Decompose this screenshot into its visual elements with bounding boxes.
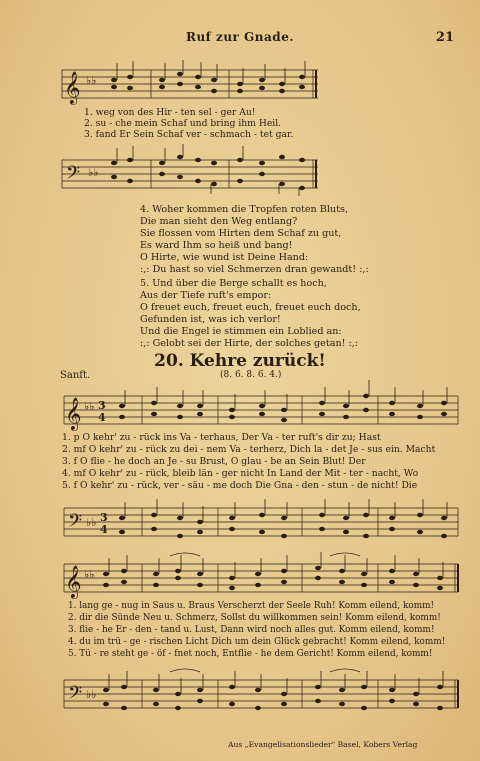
- hymn2-lyric-line: 2. dir die Sünde Neu u. Schmerz, Sollst du willkommen sein! Komm eilend, komm!: [68, 613, 441, 623]
- hymn2-lyric-line: 3. f O flie - he doch an Je - su Brust, O glau - be an Sein Blut! Der: [62, 456, 366, 467]
- svg-text:4: 4: [98, 411, 106, 424]
- hymn2-lyric-line: 4. mf O kehr' zu - rück, bleib län - ger nicht In Land der Mit - ter - nacht, Wo: [62, 468, 419, 479]
- verse-line: :,: Gelobt sei der Hirte, der solches getan! :,:: [140, 338, 359, 349]
- verse-line: 4. Woher kommen die Tropfen roten Bluts,: [140, 204, 348, 215]
- hymn1-bass-staff: [0, 146, 480, 196]
- hymn1-treble-staff: [0, 60, 480, 110]
- hymn2-bass-staff-b: [0, 668, 480, 718]
- svg-text:♭♭: ♭♭: [84, 568, 95, 581]
- verse-line: Die man sieht den Weg entlang?: [140, 216, 298, 227]
- verse-line: Es ward Ihm so heiß und bang!: [140, 240, 293, 251]
- svg-text:3: 3: [98, 399, 106, 412]
- page-number: 21: [435, 30, 454, 45]
- svg-text:4: 4: [100, 523, 108, 536]
- svg-text:𝄞: 𝄞: [65, 565, 82, 598]
- svg-text:𝄢: 𝄢: [68, 683, 83, 708]
- verse-line: 5. Und über die Berge schallt es hoch,: [140, 278, 327, 289]
- tempo-marking: Sanft.: [60, 370, 91, 381]
- verse-line: O Hirte, wie wund ist Deine Hand:: [140, 252, 309, 263]
- meter-marking: (8. 6. 8. 6. 4.): [220, 370, 282, 380]
- svg-text:𝄢: 𝄢: [68, 511, 83, 536]
- hymn2-lyric-line: 5. Tü - re steht ge - öf - fnet noch, Entflie - he dem Gericht! Komm eilend, komm!: [68, 649, 433, 659]
- hymn2-lyric-line: 3. flie - he Er - den - tand u. Lust, Dann wird noch alles gut. Komm eilend, komm!: [68, 625, 435, 635]
- hymn2-lyric-line: 5. f O kehr' zu - rück, ver - säu - me doch Die Gna - den - stun - de nicht! Die: [62, 480, 418, 491]
- hymn2-treble-staff-b: [0, 552, 480, 602]
- verse-line: Sie flossen vom Hirten dem Schaf zu gut,: [140, 228, 342, 239]
- svg-text:3: 3: [100, 511, 108, 524]
- hymn-title: 20. Kehre zurück!: [154, 351, 326, 371]
- verse-line: O freuet euch, freuet euch, freuet euch doch,: [140, 302, 361, 313]
- verse-line: Aus der Tiefe ruft's empor:: [140, 290, 272, 301]
- hymn2-lyric-line: 1. p O kehr' zu - rück ins Va - terhaus, Der Va - ter ruft's dir zu; Hast: [62, 432, 381, 443]
- hymn2-lyric-line: 2. mf O kehr' zu - rück zu dei - nem Va - terherz, Dich la - det Je - sus ein. Macht: [62, 444, 436, 455]
- svg-text:♭♭: ♭♭: [86, 516, 97, 529]
- hymn2-bass-staff-a: [0, 496, 480, 546]
- hymn1-lyric-line: 2. su - che mein Schaf und bring ihm Heil.: [84, 118, 282, 129]
- hymn1-lyric-line: 1. weg von des Hir - ten sel - ger Au!: [84, 107, 256, 118]
- source-credit: Aus „Evangelisationslieder" Basel, Kobers Verlag: [228, 740, 418, 749]
- hymn1-lyric-line: 3. fand Er Sein Schaf ver - schmach - tet gar.: [84, 129, 294, 140]
- svg-text:𝄞: 𝄞: [65, 397, 82, 430]
- verse-line: Und die Engel ie stimmen ein Loblied an:: [140, 326, 342, 337]
- svg-text:𝄢: 𝄢: [66, 163, 81, 188]
- verse-line: Gefunden ist, was ich verlor!: [140, 314, 281, 325]
- svg-text:♭♭: ♭♭: [86, 688, 97, 701]
- svg-text:♭♭: ♭♭: [88, 166, 99, 179]
- verse-line: :,: Du hast so viel Schmerzen dran gewandt! :,:: [140, 264, 369, 275]
- hymn2-treble-staff-a: [0, 384, 480, 434]
- svg-text:♭♭: ♭♭: [84, 400, 95, 413]
- hymn2-lyric-line: 1. lang ge - nug in Saus u. Braus Verscherzt der Seele Ruh! Komm eilend, komm!: [68, 601, 435, 611]
- svg-text:𝄞: 𝄞: [64, 71, 81, 104]
- svg-text:♭♭: ♭♭: [86, 74, 97, 87]
- hymn2-lyric-line: 4. du im trü - ge - rischen Licht Dich um dein Glück gebracht! Komm eilend, komm!: [68, 637, 446, 647]
- running-title: Ruf zur Gnade.: [185, 30, 295, 44]
